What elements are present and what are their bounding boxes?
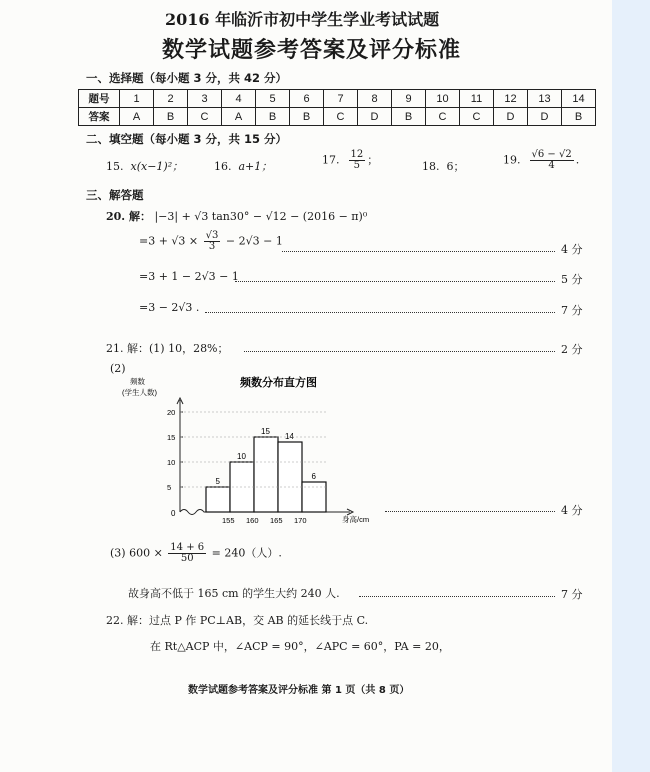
answer-cell: D: [494, 108, 528, 126]
answer-cell: D: [358, 108, 392, 126]
denominator: 50: [180, 553, 194, 564]
answer-cell: A: [120, 108, 154, 126]
x-axis-label: 身高/cm: [342, 515, 370, 524]
q20-expression: |−3| + √3 tan30° − √12 − (2016 − π)⁰: [154, 210, 368, 223]
histogram-bar: [302, 482, 326, 512]
dotted-leader: [385, 511, 555, 512]
denominator: 5: [353, 160, 361, 171]
histogram-chart: [120, 372, 380, 532]
question-number: 8: [358, 90, 392, 108]
q21-part3-post: = 240（人）.: [211, 546, 282, 560]
row-label-question: 题号: [79, 90, 120, 108]
chart-bars: [206, 437, 326, 512]
section1-heading: 一、选择题（每小题 3 分，共 42 分）: [86, 71, 288, 85]
question-number: 3: [188, 90, 222, 108]
x-tick-label: 165: [270, 516, 283, 525]
q21-part2-label: (2): [110, 362, 126, 375]
bar-value-label: 10: [237, 452, 246, 461]
bar-value-label: 6: [311, 472, 316, 481]
histogram-bar: [254, 437, 278, 512]
q20-line1: [139, 231, 283, 252]
dotted-leader: [244, 351, 555, 352]
item-number: 15.: [106, 160, 124, 173]
item-number: 18.: [422, 160, 440, 173]
fill-answer-18: [422, 158, 465, 174]
chart-title: 频数分布直方图: [240, 377, 317, 389]
dotted-leader: [359, 596, 555, 597]
y-tick-label: 10: [167, 458, 176, 467]
answer-cell: C: [460, 108, 494, 126]
denominator: 3: [208, 241, 216, 252]
origin-label: 0: [171, 509, 176, 518]
question-number: 1: [120, 90, 154, 108]
numerator: 14 + 6: [170, 542, 205, 553]
denominator: 4: [548, 160, 555, 171]
dotted-leader: [282, 251, 555, 252]
q20-line3: =3 − 2√3 .: [139, 301, 200, 314]
fraction: [530, 150, 574, 171]
question-number: 2: [154, 90, 188, 108]
q20-label: 20. 解：: [106, 210, 151, 223]
q20-line0: [106, 208, 367, 224]
q22-line2: 在 Rt△ACP 中，∠ACP = 90°，∠APC = 60°，PA = 20，: [150, 640, 450, 653]
answer-cell: B: [256, 108, 290, 126]
question-number: 7: [324, 90, 358, 108]
item-number: 16.: [214, 160, 232, 173]
suffix: .: [575, 153, 580, 167]
q21-part3: [110, 543, 282, 564]
y-tick-label: 20: [167, 408, 176, 417]
question-number: 9: [392, 90, 426, 108]
answer-cell: A: [222, 108, 256, 126]
document-title: 数学试题参考答案及评分标准: [162, 38, 462, 63]
question-number: 14: [562, 90, 596, 108]
bar-value-label: 5: [215, 477, 220, 486]
y-axis-label: 频数: [130, 377, 145, 386]
score-mark: 4 分: [561, 504, 583, 517]
numerator: √3: [205, 230, 219, 241]
bar-value-label: 14: [285, 432, 294, 441]
fill-answer-19: [503, 150, 579, 171]
bar-value-label: 15: [261, 427, 270, 436]
fraction: [204, 231, 221, 252]
item-answer: a+1；: [238, 160, 273, 173]
x-tick-label: 155: [222, 516, 235, 525]
question-number-row: [79, 90, 596, 108]
score-mark: 5 分: [561, 273, 583, 286]
fraction: [349, 150, 366, 171]
item-answer: 6；: [446, 160, 465, 173]
q21-part3-pre: (3) 600 ×: [110, 546, 163, 560]
answer-cell: B: [392, 108, 426, 126]
y-axis-label: (学生人数): [122, 388, 157, 397]
question-number: 5: [256, 90, 290, 108]
answer-cell: C: [324, 108, 358, 126]
q22-line1: 22. 解：过点 P 作 PC⊥AB，交 AB 的延长线于点 C.: [106, 614, 369, 627]
fill-answer-15: [106, 158, 183, 174]
answer-cell: C: [188, 108, 222, 126]
score-mark: 2 分: [561, 343, 583, 356]
answer-cell: B: [154, 108, 188, 126]
answer-cell: B: [290, 108, 324, 126]
exam-title: 2016 年临沂市初中学生学业考试试题: [165, 10, 440, 29]
section3-heading: 三、解答题: [86, 188, 144, 202]
section2-heading: 二、填空题（每小题 3 分，共 15 分）: [86, 132, 288, 146]
q21-conclusion: 故身高不低于 165 cm 的学生大约 240 人.: [128, 587, 340, 600]
dotted-leader: [235, 281, 555, 282]
question-number: 11: [460, 90, 494, 108]
numerator: √6 − √2: [531, 149, 572, 160]
item-number: 17.: [322, 153, 340, 167]
question-number: 10: [426, 90, 460, 108]
row-label-answer: 答案: [79, 108, 120, 126]
right-margin-strip: [612, 0, 650, 772]
question-number: 6: [290, 90, 324, 108]
score-mark: 7 分: [561, 588, 583, 601]
answer-cell: B: [562, 108, 596, 126]
numerator: 12: [350, 149, 364, 160]
item-number: 19.: [503, 153, 521, 167]
histogram-bar: [206, 487, 230, 512]
question-number: 12: [494, 90, 528, 108]
q20-step1-post: − 2√3 − 1: [225, 234, 283, 248]
y-tick-label: 5: [167, 483, 172, 492]
item-answer: x(x−1)²；: [130, 160, 184, 173]
y-tick-label: 15: [167, 433, 176, 442]
x-tick-label: 160: [246, 516, 259, 525]
question-number: 4: [222, 90, 256, 108]
score-mark: 7 分: [561, 304, 583, 317]
dotted-leader: [205, 312, 555, 313]
x-tick-label: 170: [294, 516, 307, 525]
score-mark: 4 分: [561, 243, 583, 256]
answer-table: [78, 89, 596, 126]
fill-answer-16: [214, 158, 272, 174]
page-footer: 数学试题参考答案及评分标准 第 1 页（共 8 页）: [188, 685, 410, 696]
fill-answer-17: [322, 150, 378, 171]
question-number: 13: [528, 90, 562, 108]
q20-step1-pre: =3 + √3 ×: [139, 234, 199, 248]
histogram-bar: [278, 442, 302, 512]
suffix: ；: [367, 153, 379, 167]
answer-cell: C: [426, 108, 460, 126]
answer-cell: D: [528, 108, 562, 126]
q21-part1: 21. 解：(1) 10，28%；: [106, 342, 229, 355]
fraction: [168, 543, 206, 564]
answer-row: [79, 108, 596, 126]
q20-line2: =3 + 1 − 2√3 − 1: [139, 270, 239, 283]
